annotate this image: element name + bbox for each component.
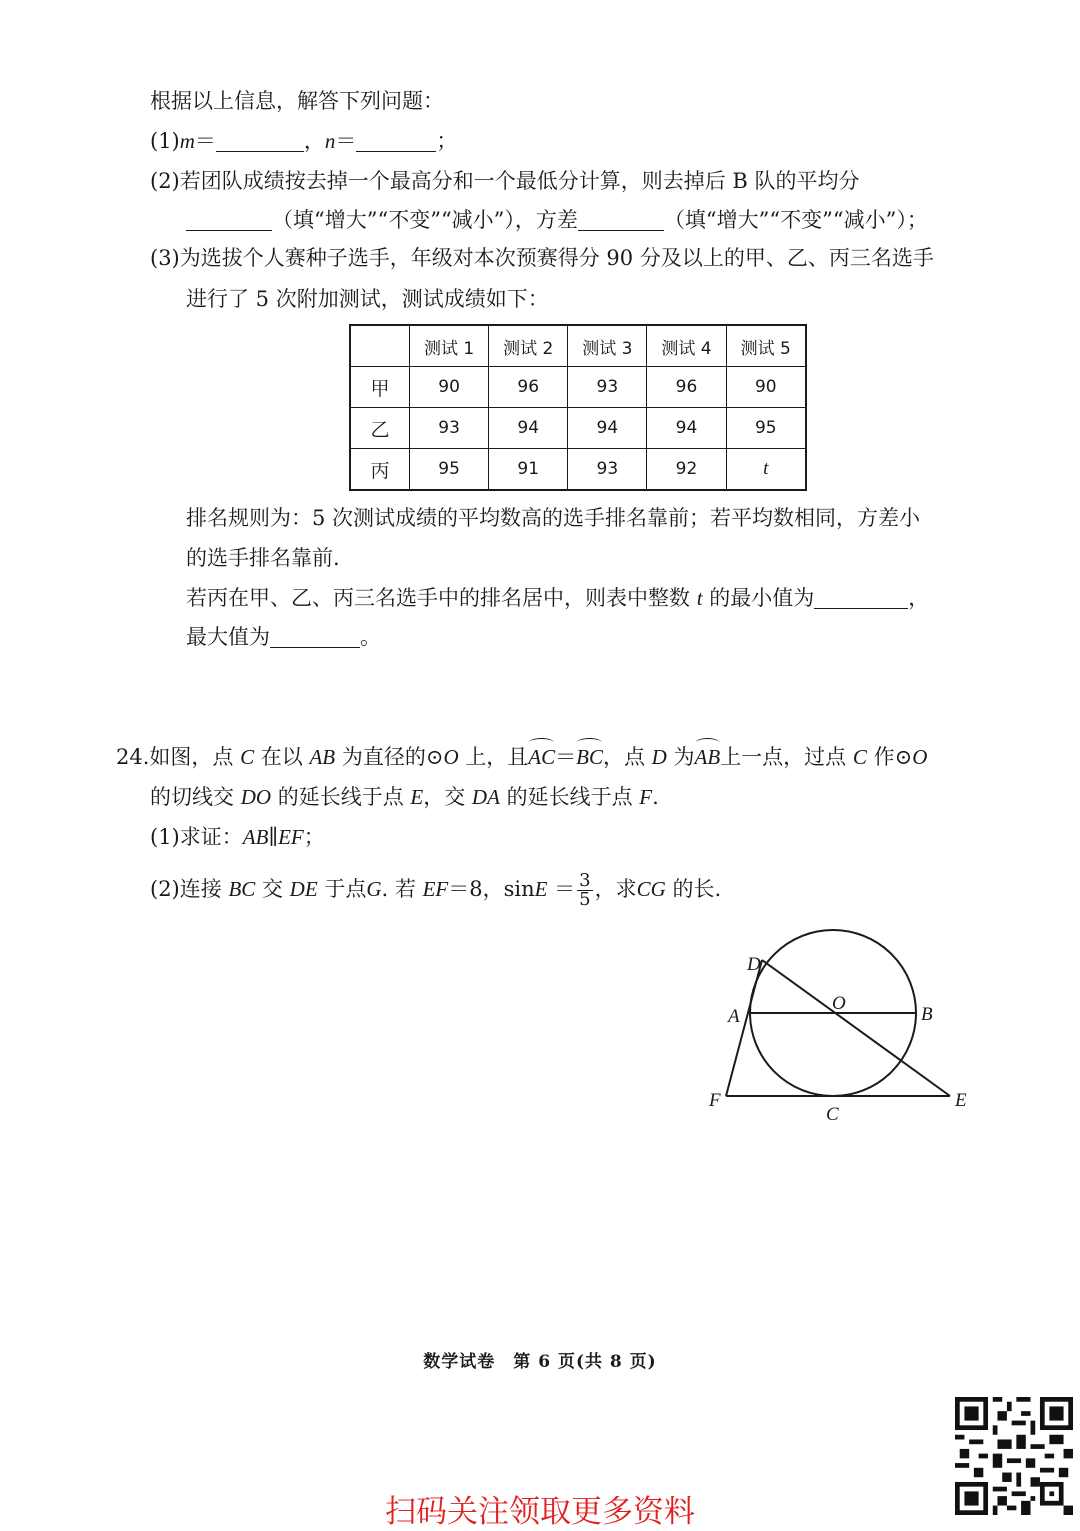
q3-line-2: 进行了 5 次附加测试，测试成绩如下： (186, 287, 549, 311)
label-A: A (728, 1006, 740, 1027)
var-CG: CG (636, 877, 666, 901)
intro-text: 根据以上信息，解答下列问题： (150, 89, 444, 113)
var-D: D (651, 745, 667, 769)
q1-sep: ， (303, 129, 325, 153)
var-F: F (639, 785, 653, 809)
label-C: C (826, 1104, 839, 1125)
table-header-cell: 测试 3 (568, 325, 647, 367)
q24-text: 上一点，过点 (720, 745, 847, 769)
table-header-cell: 测试 1 (410, 325, 489, 367)
var-G: G (366, 877, 382, 901)
q24-text: 的切线交 (150, 785, 234, 809)
table-header-cell: 测试 5 (726, 325, 806, 367)
q24-text: 为 (673, 745, 695, 769)
q3-rule-2: 的选手排名靠前. (186, 546, 340, 570)
var-m: m (179, 129, 195, 153)
q2-line-1: (2)若团队成绩按去掉一个最高分和一个最低分计算，则去掉后 B 队的平均分 (150, 169, 860, 193)
q1-prefix: (1) (150, 129, 180, 153)
table-cell: t (726, 449, 806, 491)
q24-text: (2)连接 (150, 877, 222, 901)
q24-text: ＝8，sin (448, 877, 535, 901)
promo-text: 扫码关注领取更多资料 (385, 1494, 695, 1530)
q3-ask-1-end: ， (908, 586, 930, 610)
table-header-cell: 测试 4 (647, 325, 726, 367)
q24-text: (1)求证： (150, 825, 243, 849)
table-cell: 95 (726, 408, 806, 449)
var-BC: BC (228, 877, 256, 901)
q3-ask-1b: 的最小值为 (709, 586, 815, 610)
q24-text: 的长. (672, 877, 722, 901)
table-cell: 94 (489, 408, 568, 449)
q24-text: 的延长线于点 (506, 785, 633, 809)
table-cell: 95 (410, 449, 489, 491)
arc-AC: AC (528, 742, 555, 772)
var-DO: DO (240, 785, 272, 809)
table-cell: 92 (647, 449, 726, 491)
q24-number: 24. (116, 745, 150, 769)
line-DF (726, 960, 762, 1096)
table-cell: 90 (410, 367, 489, 408)
table-cell: 93 (568, 367, 647, 408)
q24-text: 的延长线于点 (277, 785, 404, 809)
q3-ask-2-text: 最大值为 (186, 625, 270, 649)
table-cell: 甲 (350, 367, 410, 408)
q3-ask-1a: 若丙在甲、乙、丙三名选手中的排名居中，则表中整数 (186, 586, 690, 610)
table-cell: 96 (647, 367, 726, 408)
var-t: t (696, 586, 703, 610)
q24-text: 作⊙ (873, 745, 913, 769)
q1-eq-1: ＝ (194, 129, 216, 153)
var-E: E (534, 877, 548, 901)
var-n: n (324, 129, 336, 153)
q24-period: . (652, 785, 659, 809)
page-footer: 数学试卷 第 6 页(共 8 页) (423, 1352, 657, 1372)
var-C: C (240, 745, 255, 769)
var-DA: DA (471, 785, 500, 809)
q24-text: ，点 (602, 745, 645, 769)
table-cell: 94 (647, 408, 726, 449)
label-O: O (832, 993, 846, 1014)
q24-text: ＝ (554, 877, 576, 901)
q24-text: 上，且 (465, 745, 529, 769)
q24-text: ； (303, 825, 325, 849)
q24-text: ，求 (594, 877, 637, 901)
line-DE (762, 960, 950, 1096)
var-O: O (443, 745, 459, 769)
q24-text: . 若 (381, 877, 416, 901)
table-cell: 93 (568, 449, 647, 491)
table-cell: 91 (489, 449, 568, 491)
q24-text: ，交 (423, 785, 466, 809)
q24-text: 交 (261, 877, 283, 901)
var-AB: AB (309, 745, 336, 769)
table-cell: 94 (568, 408, 647, 449)
table-cell: 丙 (350, 449, 410, 491)
var-O: O (912, 745, 928, 769)
q24-text: 为直径的⊙ (341, 745, 444, 769)
fraction-numerator: 3 (579, 870, 591, 891)
q1-eq-2: ＝ (335, 129, 357, 153)
var-E: E (410, 785, 424, 809)
table-cell: 96 (489, 367, 568, 408)
arc-BC: BC (576, 742, 603, 772)
q24-text: 如图，点 (149, 745, 234, 769)
q24-text: 在以 (260, 745, 303, 769)
table-header-cell: 测试 2 (489, 325, 568, 367)
fraction-denominator: 5 (579, 889, 591, 910)
table-cell: 90 (726, 367, 806, 408)
q24-text: 于点 (324, 877, 367, 901)
q2-fill-2: （填“增大”“不变”“减小”）； (663, 208, 928, 232)
q3-ask-2-end: 。 (360, 625, 381, 649)
var-DE: DE (289, 877, 318, 901)
label-E: E (955, 1090, 967, 1111)
label-B: B (921, 1004, 933, 1025)
q3-rule-1: 排名规则为：5 次测试成绩的平均数高的选手排名靠前；若平均数相同，方差小 (186, 506, 921, 530)
q1-end: ； (436, 129, 458, 153)
q3-line-1: (3)为选拔个人赛种子选手，年级对本次预赛得分 90 分及以上的甲、乙、丙三名选手 (150, 246, 934, 270)
label-D: D (747, 954, 761, 975)
table-cell: 乙 (350, 408, 410, 449)
q2-fill-1: （填“增大”“不变”“减小”），方差 (272, 208, 578, 232)
var-C: C (852, 745, 867, 769)
var-EF: EF (422, 877, 449, 901)
expr-AB-parallel-EF: AB∥EF (242, 825, 304, 849)
label-F: F (709, 1090, 721, 1111)
q24-eq: ＝ (555, 745, 577, 769)
arc-AB: AB (695, 742, 721, 772)
table-cell: 93 (410, 408, 489, 449)
